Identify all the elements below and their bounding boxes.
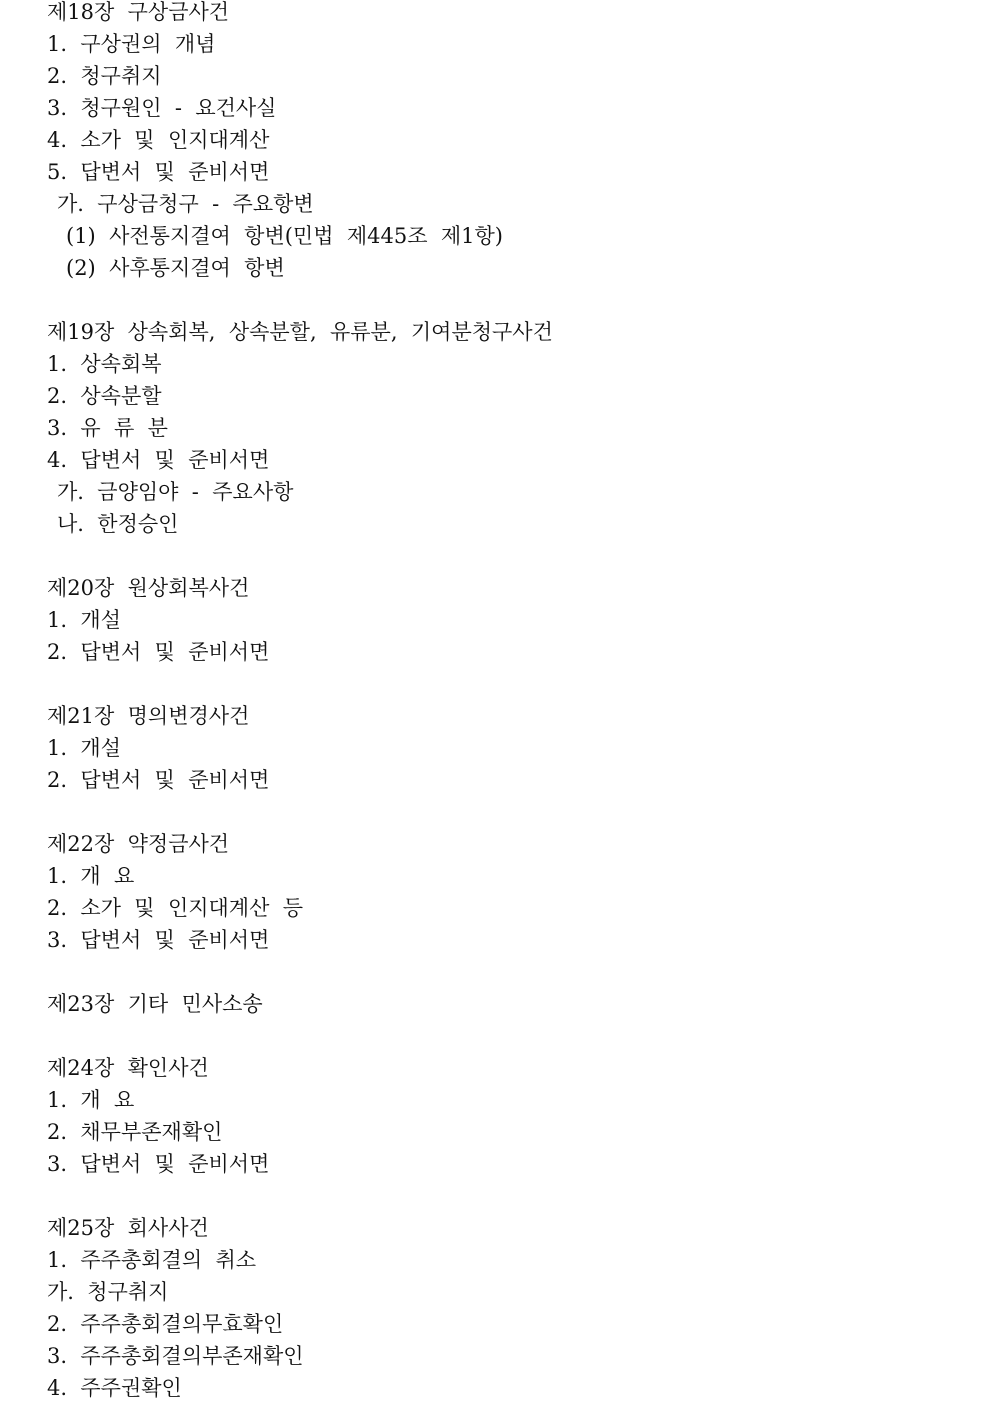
section-spacer	[47, 668, 967, 700]
chapter-title: 제20장 원상회복사건	[47, 576, 250, 600]
toc-item: 4. 소가 및 인지대계산	[47, 128, 270, 152]
toc-item: 나. 한정승인	[57, 512, 179, 536]
toc-item: 4. 주주권확인	[47, 1376, 182, 1400]
chapter-title: 제21장 명의변경사건	[47, 704, 250, 728]
toc-item: 1. 주주총회결의 취소	[47, 1248, 257, 1272]
toc-item: 3. 청구원인 - 요건사실	[47, 96, 277, 120]
toc-item: 가. 청구취지	[47, 1280, 169, 1304]
toc-item: 5. 답변서 및 준비서면	[47, 160, 270, 184]
toc-item: 1. 개설	[47, 608, 121, 632]
section-spacer	[47, 796, 967, 828]
toc-item: 가. 구상금청구 - 주요항변	[57, 192, 314, 216]
toc-item: 3. 유 류 분	[47, 416, 168, 440]
section-spacer	[47, 284, 967, 316]
toc-item: 1. 구상권의 개념	[47, 32, 216, 56]
section-spacer	[47, 1020, 967, 1052]
toc-item: 2. 소가 및 인지대계산 등	[47, 896, 304, 920]
section-spacer	[47, 1180, 967, 1212]
toc-item: 가. 금양임야 - 주요사항	[57, 480, 294, 504]
chapter-title: 제19장 상속회복, 상속분할, 유류분, 기여분청구사건	[47, 320, 553, 344]
chapter-title: 제22장 약정금사건	[47, 832, 230, 856]
toc-item: 1. 개설	[47, 736, 121, 760]
toc-item: 2. 답변서 및 준비서면	[47, 768, 270, 792]
chapter-title: 제25장 회사사건	[47, 1216, 209, 1240]
table-of-contents	[47, 0, 967, 1404]
toc-item: (2) 사후통지결여 항변	[66, 256, 285, 280]
chapter-title: 제18장 구상금사건	[47, 0, 230, 24]
toc-item: 3. 답변서 및 준비서면	[47, 1152, 270, 1176]
chapter-title: 제23장 기타 민사소송	[47, 992, 263, 1016]
toc-item: 1. 개 요	[47, 864, 135, 888]
toc-item: (1) 사전통지결여 항변(민법 제445조 제1항)	[66, 224, 503, 248]
toc-item: 2. 청구취지	[47, 64, 162, 88]
toc-item: 3. 답변서 및 준비서면	[47, 928, 270, 952]
chapter-title: 제24장 확인사건	[47, 1056, 209, 1080]
toc-item: 1. 개 요	[47, 1088, 135, 1112]
toc-item: 1. 상속회복	[47, 352, 162, 376]
toc-item: 2. 답변서 및 준비서면	[47, 640, 270, 664]
toc-item: 3. 주주총회결의부존재확인	[47, 1344, 304, 1368]
toc-item: 2. 상속분할	[47, 384, 162, 408]
toc-item: 4. 답변서 및 준비서면	[47, 448, 270, 472]
toc-item: 2. 주주총회결의무효확인	[47, 1312, 284, 1336]
section-spacer	[47, 540, 967, 572]
toc-item: 2. 채무부존재확인	[47, 1120, 223, 1144]
section-spacer	[47, 956, 967, 988]
